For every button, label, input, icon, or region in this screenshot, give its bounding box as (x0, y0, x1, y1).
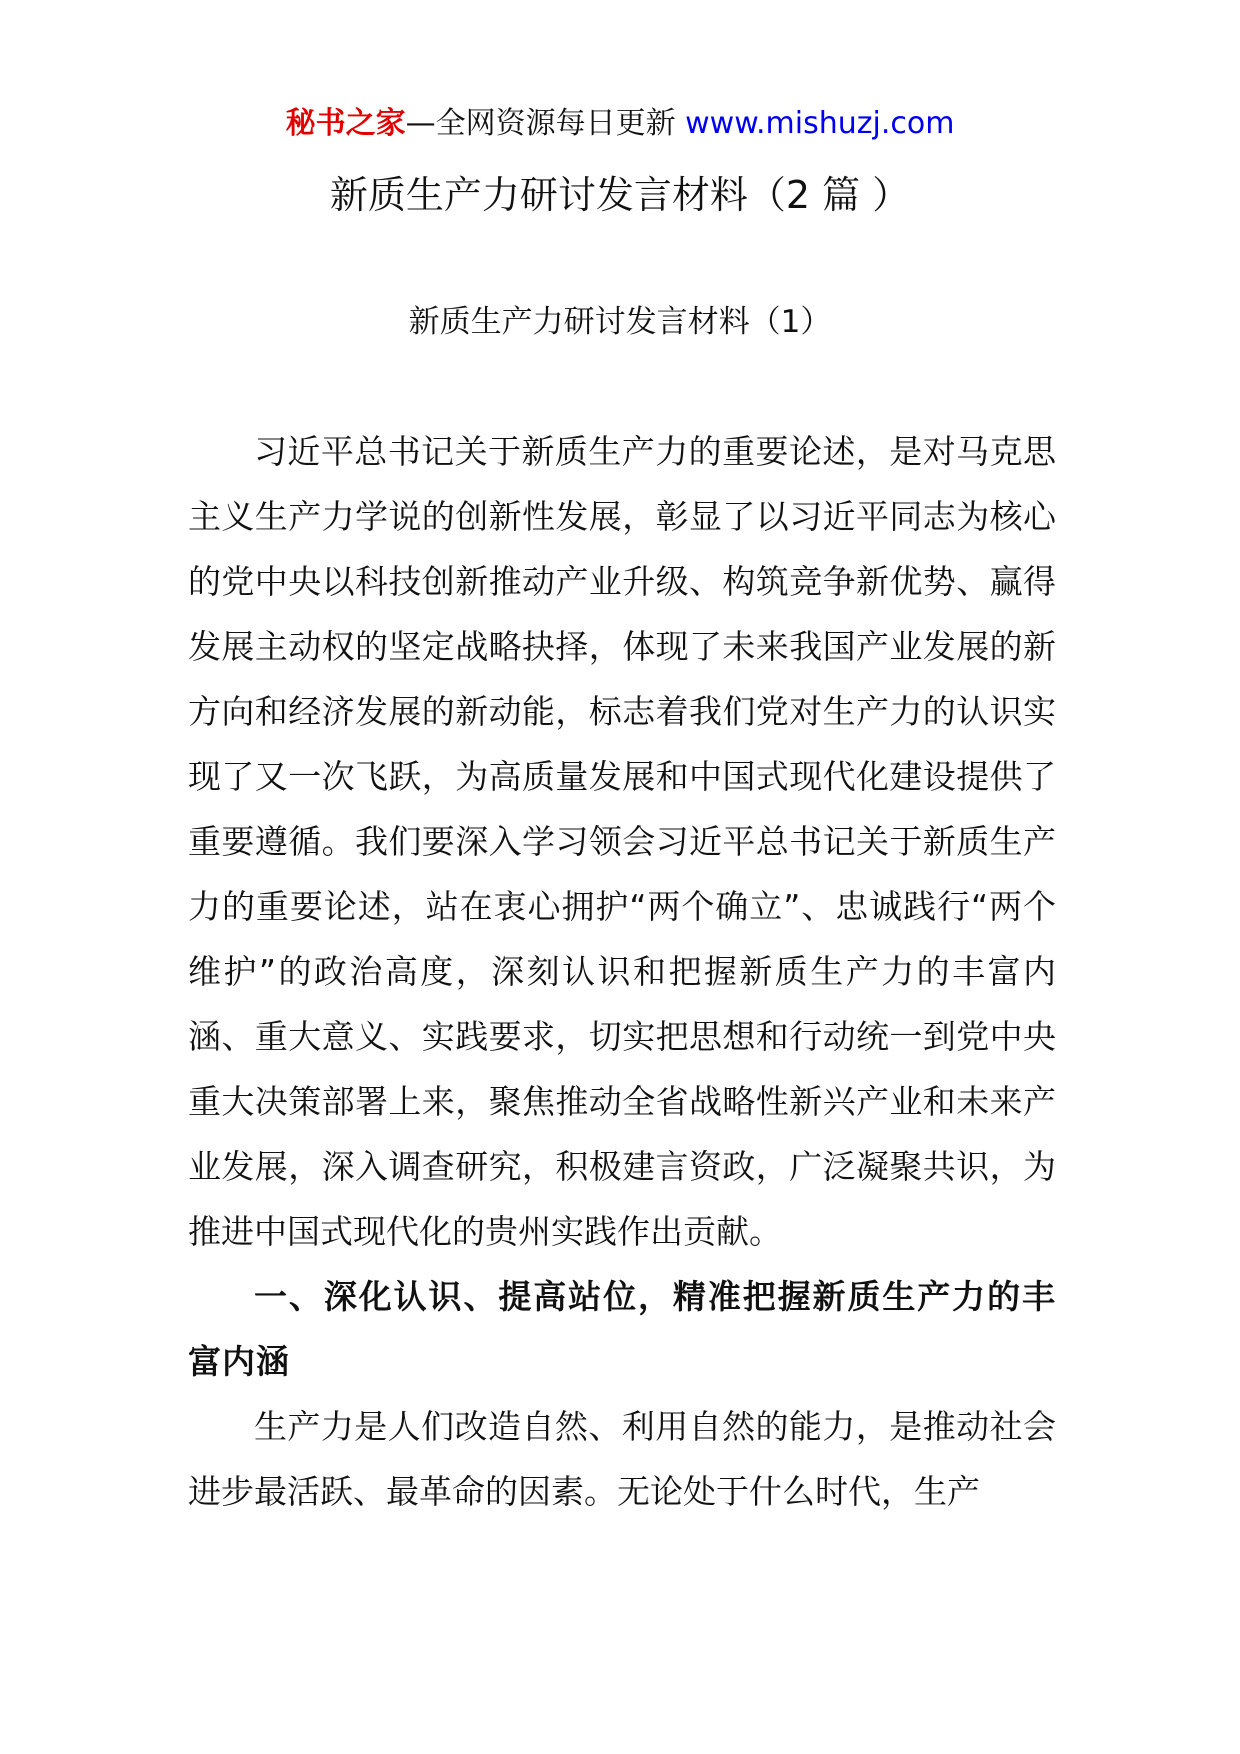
document-body (188, 419, 1056, 1524)
brand-name: 秘书之家 (285, 106, 406, 141)
document-title: 新质生产力研讨发言材料（2 篇 ） (329, 173, 911, 217)
site-banner (0, 100, 1240, 148)
section-heading: 一、深化认识、提高站位，精准把握新质生产力的丰富内涵 (188, 1277, 1056, 1381)
banner-tagline: —全网资源每日更新 (405, 106, 676, 141)
site-url-link[interactable]: www.mishuzj.com (685, 106, 955, 141)
body-paragraph: 习近平总书记关于新质生产力的重要论述，是对马克思主义生产力学说的创新性发展，彰显了以习近平同志为核心的党中央以科技创新推动产业升级、构筑竞争新优势、赢得发展主动权的坚定战略抉择，体现了未来我国产业发展的新方向和经济发展的新动能，标志着我们党对生产力的认识实现了又一次飞跃，为高质量发展和中国式现代化建设提供了重要遵循。我们要深入学习领会习近平总书记关于新质生产力的重要论述，站在衷心拥护“两个确立”、忠诚践行“两个维护”的政治高度，深刻认识和把握新质生产力的丰富内涵、重大意义、实践要求，切实把思想和行动统一到党中央重大决策部署上来，聚焦推动全省战略性新兴产业和未来产业发展，深入调查研究，积极建言资政，广泛凝聚共识，为推进中国式现代化的贵州实践作出贡献。 (188, 432, 1056, 1251)
section-subtitle: 新质生产力研讨发言材料（1） (408, 304, 832, 340)
body-paragraph: 生产力是人们改造自然、利用自然的能力，是推动社会进步最活跃、最革命的因素。无论处于什么时代，生产 (188, 1407, 1056, 1511)
